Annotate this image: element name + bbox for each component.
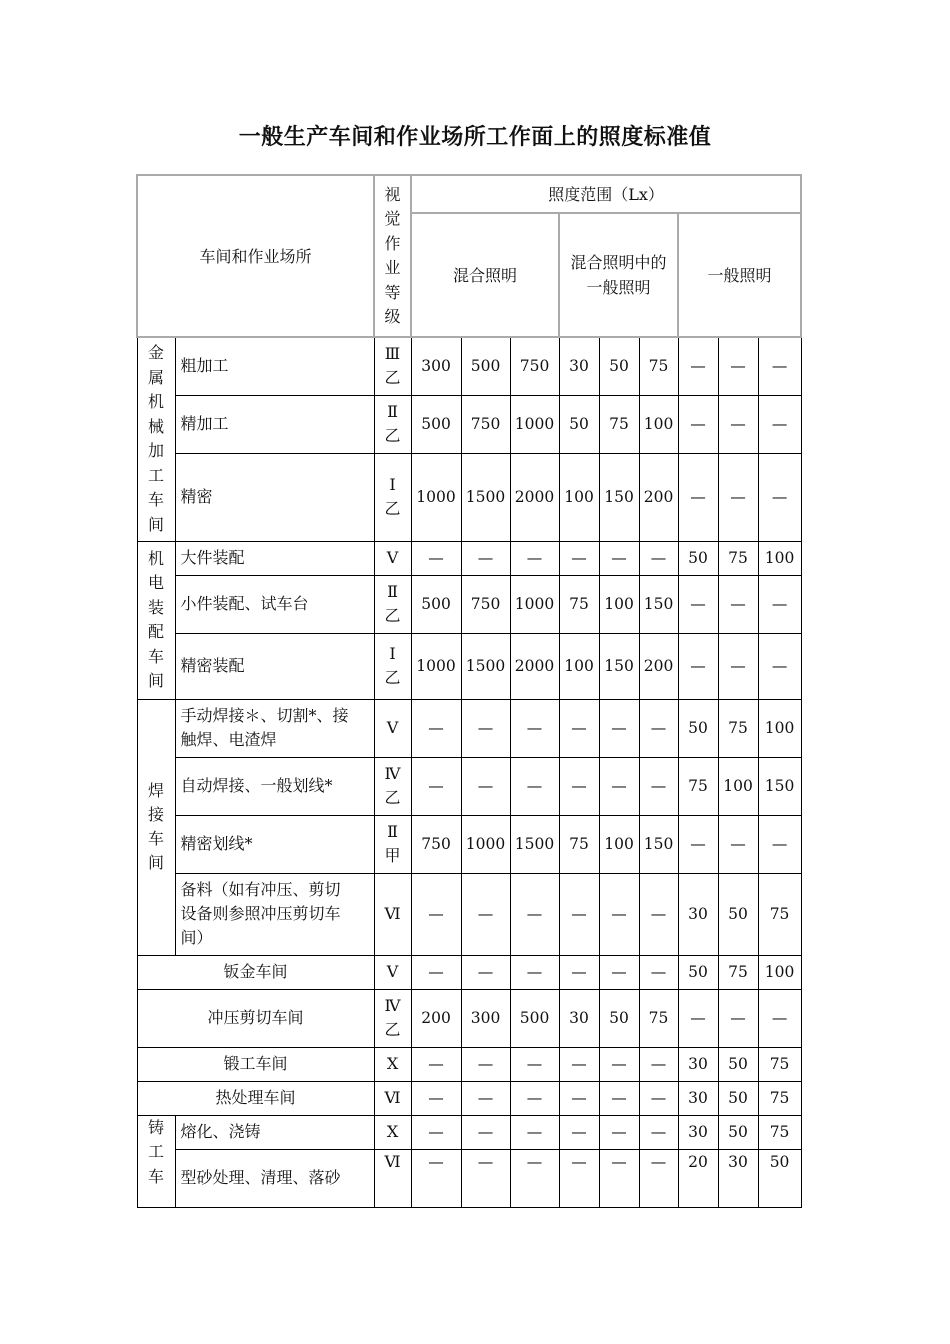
place-label: 热处理车间 <box>215 1088 296 1107</box>
value-cell: 30 <box>559 337 599 395</box>
value-cell: 150 <box>758 757 801 815</box>
grade-label: Ⅳ乙 <box>384 764 401 807</box>
value-cell: 50 <box>758 1149 801 1207</box>
value-cell: — <box>461 541 510 575</box>
value-cell: — <box>718 815 758 873</box>
value-cell: — <box>411 955 461 989</box>
value-cell: — <box>559 955 599 989</box>
value-cell: 500 <box>510 989 559 1047</box>
value-cell: — <box>510 757 559 815</box>
table-row <box>137 989 801 1047</box>
grade-cell <box>374 541 411 575</box>
value-cell: — <box>718 633 758 699</box>
value-cell: 75 <box>718 955 758 989</box>
grade-cell <box>374 1149 411 1207</box>
value-cell: 100 <box>758 955 801 989</box>
value-cell: — <box>461 1149 510 1207</box>
value-cell: — <box>411 1149 461 1207</box>
place-cell <box>175 453 374 541</box>
value-cell: — <box>559 1081 599 1115</box>
value-cell: — <box>461 1115 510 1149</box>
value-cell: — <box>758 575 801 633</box>
header-grade <box>374 175 411 337</box>
grade-label: Ⅴ <box>386 548 399 567</box>
place-label: 钣金车间 <box>223 962 288 981</box>
value-cell: 75 <box>559 815 599 873</box>
value-cell: 75 <box>599 395 639 453</box>
header-mixed-general <box>559 213 678 337</box>
grade-label: Ⅵ <box>384 904 401 923</box>
group-foundry <box>137 1115 175 1207</box>
table-row <box>137 757 801 815</box>
value-cell: 75 <box>639 337 678 395</box>
value-cell: 1000 <box>510 395 559 453</box>
value-cell: — <box>510 541 559 575</box>
value-cell: — <box>678 633 718 699</box>
place-label: 自动焊接、一般划线* <box>180 776 333 795</box>
grade-label: Ⅵ <box>384 1088 401 1107</box>
place-cell <box>137 989 374 1047</box>
grade-label: Ⅳ乙 <box>384 996 401 1039</box>
value-cell: 20 <box>678 1149 718 1207</box>
value-cell: 1000 <box>510 575 559 633</box>
value-cell: 200 <box>411 989 461 1047</box>
value-cell: 30 <box>678 1081 718 1115</box>
value-cell: — <box>678 337 718 395</box>
value-cell: — <box>510 1115 559 1149</box>
value-cell: — <box>639 873 678 955</box>
place-cell <box>175 815 374 873</box>
value-cell: 75 <box>758 873 801 955</box>
value-cell: 50 <box>678 955 718 989</box>
value-cell: — <box>599 1081 639 1115</box>
value-cell: — <box>599 1047 639 1081</box>
place-label: 粗加工 <box>180 356 229 376</box>
grade-cell <box>374 337 411 395</box>
page-title: 一般生产车间和作业场所工作面上的照度标准值 <box>238 125 712 150</box>
value-cell: 1000 <box>461 815 510 873</box>
value-cell: — <box>599 541 639 575</box>
value-cell: 50 <box>718 1115 758 1149</box>
place-label: 精密划线* <box>180 834 253 853</box>
grade-cell <box>374 989 411 1047</box>
grade-label: Ⅵ <box>384 1151 401 1171</box>
group-label: 焊接车间 <box>147 781 164 872</box>
value-cell: — <box>599 955 639 989</box>
place-cell <box>175 699 374 757</box>
value-cell: — <box>758 989 801 1047</box>
value-cell: 100 <box>718 757 758 815</box>
value-cell: 2000 <box>510 633 559 699</box>
group-label: 机电装配车间 <box>147 548 164 690</box>
value-cell: 50 <box>718 873 758 955</box>
value-cell: — <box>639 1081 678 1115</box>
place-label: 备料（如有冲压、剪切设备则参照冲压剪切车间） <box>180 880 341 947</box>
value-cell: — <box>559 1149 599 1207</box>
value-cell: 100 <box>559 633 599 699</box>
value-cell: — <box>639 757 678 815</box>
grade-label: Ⅹ <box>386 1054 399 1073</box>
value-cell: — <box>758 633 801 699</box>
value-cell: 50 <box>599 337 639 395</box>
table-row <box>137 337 801 395</box>
value-cell: 30 <box>559 989 599 1047</box>
group-weld <box>137 699 175 955</box>
value-cell: 30 <box>678 1115 718 1149</box>
grade-cell <box>374 633 411 699</box>
value-cell: 75 <box>559 575 599 633</box>
value-cell: 500 <box>461 337 510 395</box>
value-cell: — <box>718 575 758 633</box>
grade-label: Ⅱ乙 <box>384 582 401 625</box>
table-row <box>137 815 801 873</box>
place-cell <box>175 1149 374 1207</box>
value-cell: 50 <box>678 541 718 575</box>
grade-cell <box>374 575 411 633</box>
group-label: 铸工车 <box>147 1117 164 1186</box>
table-row <box>137 699 801 757</box>
value-cell: — <box>411 873 461 955</box>
place-cell <box>175 575 374 633</box>
value-cell: 50 <box>718 1047 758 1081</box>
value-cell: — <box>758 395 801 453</box>
header-general: 一般照明 <box>678 213 801 337</box>
grade-cell <box>374 1115 411 1149</box>
value-cell: 100 <box>599 575 639 633</box>
value-cell: — <box>559 541 599 575</box>
value-cell: 200 <box>639 453 678 541</box>
value-cell: 300 <box>411 337 461 395</box>
value-cell: — <box>599 873 639 955</box>
place-label: 小件装配、试车台 <box>180 594 309 613</box>
value-cell: 150 <box>639 815 678 873</box>
grade-label: Ⅴ <box>386 718 399 737</box>
grade-cell <box>374 395 411 453</box>
value-cell: 750 <box>461 395 510 453</box>
value-cell: — <box>718 989 758 1047</box>
grade-label: Ⅰ乙 <box>384 644 401 687</box>
place-cell <box>175 541 374 575</box>
grade-cell <box>374 1081 411 1115</box>
value-cell: — <box>461 1047 510 1081</box>
value-cell: 750 <box>411 815 461 873</box>
table-row <box>137 633 801 699</box>
value-cell: — <box>411 1081 461 1115</box>
place-label: 锻工车间 <box>223 1054 288 1073</box>
value-cell: — <box>678 815 718 873</box>
table-row <box>137 1115 801 1149</box>
value-cell: 200 <box>639 633 678 699</box>
grade-cell <box>374 453 411 541</box>
value-cell: 75 <box>678 757 718 815</box>
table-row <box>137 1081 801 1115</box>
value-cell: 1500 <box>461 453 510 541</box>
place-cell <box>175 337 374 395</box>
value-cell: — <box>559 1047 599 1081</box>
value-cell: — <box>461 955 510 989</box>
value-cell: — <box>461 1081 510 1115</box>
header-mixed: 混合照明 <box>411 213 559 337</box>
place-label: 手动焊接＊、切割*、接触焊、电渣焊 <box>180 706 349 749</box>
value-cell: 75 <box>718 699 758 757</box>
place-cell <box>137 955 374 989</box>
value-cell: — <box>411 699 461 757</box>
grade-label: Ⅰ乙 <box>384 475 401 518</box>
value-cell: 150 <box>599 633 639 699</box>
value-cell: — <box>411 541 461 575</box>
value-cell: 75 <box>758 1081 801 1115</box>
value-cell: — <box>411 1115 461 1149</box>
value-cell: 500 <box>411 575 461 633</box>
value-cell: 30 <box>718 1149 758 1207</box>
place-label: 精密 <box>180 487 213 506</box>
value-cell: — <box>639 1149 678 1207</box>
value-cell: — <box>411 757 461 815</box>
value-cell: 100 <box>599 815 639 873</box>
value-cell: — <box>678 989 718 1047</box>
place-cell <box>137 1081 374 1115</box>
table-row <box>137 955 801 989</box>
place-label: 精密装配 <box>180 656 245 675</box>
value-cell: 2000 <box>510 453 559 541</box>
grade-cell <box>374 873 411 955</box>
value-cell: 150 <box>599 453 639 541</box>
header-illum-range: 照度范围（Lx） <box>411 175 801 213</box>
value-cell: — <box>758 815 801 873</box>
place-cell <box>137 1047 374 1081</box>
value-cell: 100 <box>758 699 801 757</box>
grade-label: Ⅲ乙 <box>384 344 401 388</box>
value-cell: — <box>461 757 510 815</box>
value-cell: — <box>510 1047 559 1081</box>
value-cell: 1500 <box>510 815 559 873</box>
place-label: 精加工 <box>180 414 229 433</box>
table-row <box>137 1149 801 1207</box>
place-label: 熔化、浇铸 <box>180 1122 261 1141</box>
value-cell: — <box>599 757 639 815</box>
grade-cell <box>374 955 411 989</box>
place-cell <box>175 873 374 955</box>
table-row <box>137 453 801 541</box>
value-cell: 300 <box>461 989 510 1047</box>
place-cell <box>175 633 374 699</box>
value-cell: 50 <box>718 1081 758 1115</box>
group-metal <box>137 337 175 541</box>
table-row <box>137 395 801 453</box>
value-cell: 1500 <box>461 633 510 699</box>
table-row <box>137 575 801 633</box>
value-cell: — <box>639 1115 678 1149</box>
value-cell: — <box>718 337 758 395</box>
value-cell: — <box>510 699 559 757</box>
grade-cell <box>374 757 411 815</box>
value-cell: 50 <box>559 395 599 453</box>
group-electro <box>137 541 175 699</box>
value-cell: 30 <box>678 873 718 955</box>
value-cell: 100 <box>758 541 801 575</box>
value-cell: — <box>639 1047 678 1081</box>
value-cell: — <box>559 699 599 757</box>
value-cell: 75 <box>718 541 758 575</box>
value-cell: — <box>559 757 599 815</box>
value-cell: — <box>758 337 801 395</box>
table-row <box>137 541 801 575</box>
value-cell: 100 <box>639 395 678 453</box>
value-cell: 1000 <box>411 633 461 699</box>
header-place: 车间和作业场所 <box>137 175 374 337</box>
value-cell: 50 <box>599 989 639 1047</box>
value-cell: — <box>599 1149 639 1207</box>
place-label: 大件装配 <box>180 548 245 567</box>
illuminance-table <box>136 174 802 1208</box>
place-cell <box>175 1115 374 1149</box>
place-cell <box>175 757 374 815</box>
value-cell: 75 <box>639 989 678 1047</box>
grade-label: Ⅹ <box>386 1122 399 1141</box>
value-cell: 30 <box>678 1047 718 1081</box>
value-cell: 750 <box>461 575 510 633</box>
value-cell: — <box>510 1081 559 1115</box>
value-cell: 500 <box>411 395 461 453</box>
value-cell: — <box>599 699 639 757</box>
value-cell: — <box>678 453 718 541</box>
value-cell: — <box>718 395 758 453</box>
value-cell: — <box>510 1149 559 1207</box>
value-cell: — <box>461 873 510 955</box>
value-cell: — <box>678 395 718 453</box>
value-cell: — <box>599 1115 639 1149</box>
value-cell: — <box>718 453 758 541</box>
value-cell: — <box>559 1115 599 1149</box>
grade-label: Ⅴ <box>386 962 399 981</box>
value-cell: — <box>758 453 801 541</box>
grade-label: Ⅱ甲 <box>384 822 401 865</box>
value-cell: — <box>639 955 678 989</box>
value-cell: — <box>639 699 678 757</box>
value-cell: 75 <box>758 1115 801 1149</box>
value-cell: 100 <box>559 453 599 541</box>
value-cell: — <box>639 541 678 575</box>
table-row <box>137 873 801 955</box>
value-cell: 1000 <box>411 453 461 541</box>
value-cell: — <box>411 1047 461 1081</box>
place-label: 型砂处理、清理、落砂 <box>180 1168 341 1187</box>
place-label: 冲压剪切车间 <box>207 1008 304 1027</box>
value-cell: 150 <box>639 575 678 633</box>
value-cell: 50 <box>678 699 718 757</box>
header-grade-text: 视觉作业等级 <box>384 184 401 326</box>
value-cell: — <box>678 575 718 633</box>
grade-label: Ⅱ乙 <box>384 402 401 445</box>
value-cell: — <box>559 873 599 955</box>
grade-cell <box>374 1047 411 1081</box>
value-cell: — <box>461 699 510 757</box>
group-label: 金属机械加工车间 <box>147 343 164 534</box>
place-cell <box>175 395 374 453</box>
value-cell: — <box>510 955 559 989</box>
header-mixed-general-text: 混合照明中的一般照明 <box>570 253 667 297</box>
grade-cell <box>374 815 411 873</box>
value-cell: 750 <box>510 337 559 395</box>
value-cell: 75 <box>758 1047 801 1081</box>
grade-cell <box>374 699 411 757</box>
value-cell: — <box>510 873 559 955</box>
table-row <box>137 1047 801 1081</box>
